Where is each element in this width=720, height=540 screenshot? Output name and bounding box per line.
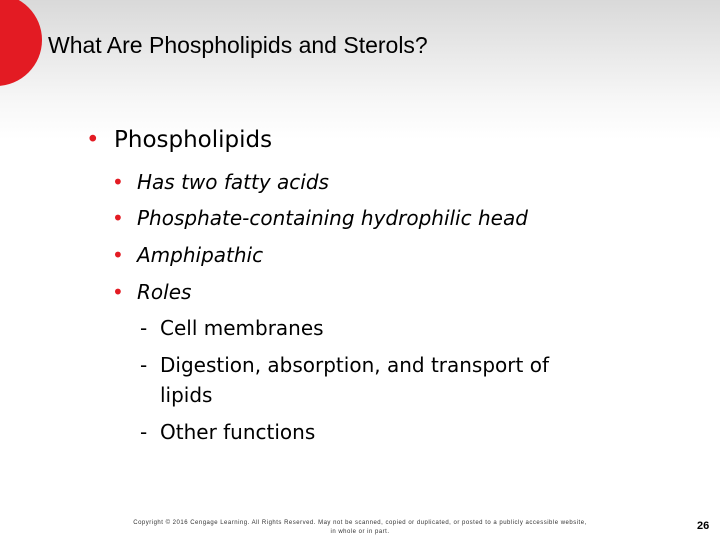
role-text: Digestion, absorption, and transport of — [160, 353, 549, 377]
sub-bullet-text: Phosphate-containing hydrophilic head — [137, 206, 528, 230]
sub-bullet-text: Has two fatty acids — [137, 170, 329, 194]
bullet-marker: • — [86, 127, 100, 153]
dash-marker: - — [140, 316, 148, 340]
slide-title: What Are Phospholipids and Sterols? — [48, 32, 428, 58]
copyright-footer — [80, 519, 640, 537]
dash-marker: - — [140, 420, 148, 444]
bullet-marker: • — [112, 170, 124, 194]
bullet-marker: • — [112, 280, 124, 304]
sub-bullet-text: Amphipathic — [137, 243, 264, 267]
bullet-text: Phospholipids — [114, 127, 273, 153]
copyright-line: in whole or in part. — [330, 529, 390, 535]
bullet-marker: • — [112, 243, 124, 267]
role-text: Cell membranes — [160, 316, 324, 340]
sub-bullet-text: Roles — [137, 280, 192, 304]
copyright-line: Copyright © 2016 Cengage Learning. All Rights Reserved. May not be scanned, copied or duplicated, or posted to a publicly accessible website, — [133, 520, 587, 526]
role-text: Other functions — [160, 420, 316, 444]
dash-marker: - — [140, 353, 148, 377]
bullet-marker: • — [112, 206, 124, 230]
page-number: 26 — [697, 520, 710, 532]
role-text-continuation: lipids — [160, 383, 213, 407]
